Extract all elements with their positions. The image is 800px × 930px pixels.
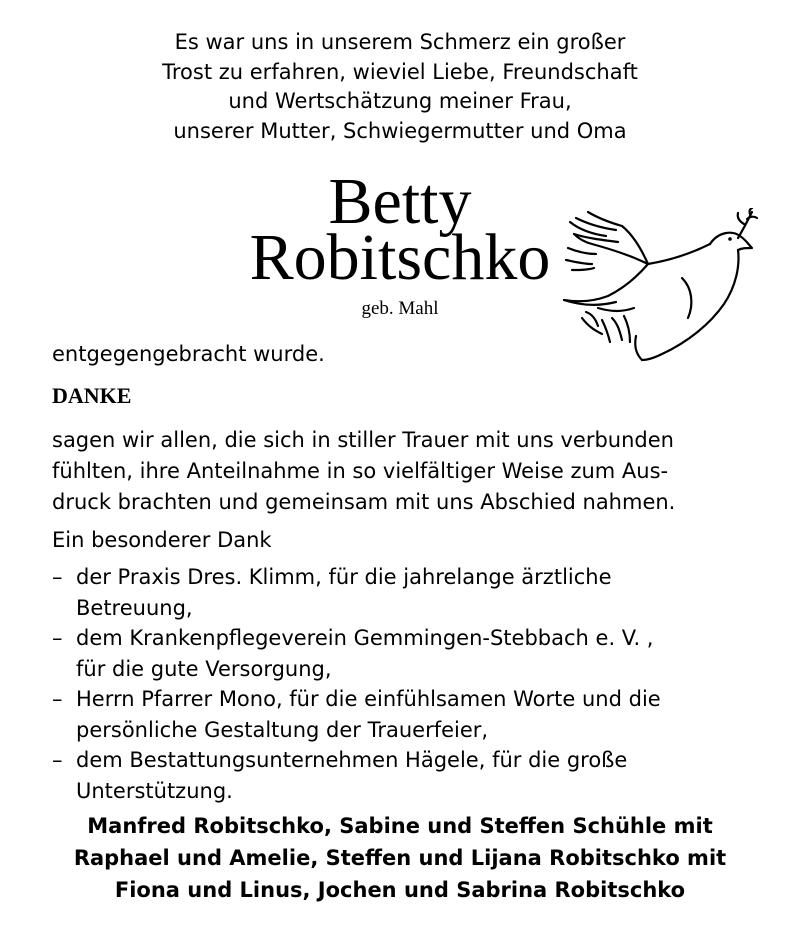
signature-line: Fiona und Linus, Jochen und Sabrina Robitschko: [114, 878, 686, 902]
continuation-text: entgegengebracht wurde.: [52, 342, 325, 366]
deceased-first-name: Betty: [328, 165, 472, 238]
dash-bullet: –: [52, 626, 63, 650]
list-item: [52, 562, 661, 623]
body-line: druck brachten und gemeinsam mit uns Abschied nahmen.: [52, 490, 676, 514]
intro-line: unserer Mutter, Schwiegermutter und Oma: [173, 118, 627, 143]
intro-line: Es war uns in unserem Schmerz ein großer: [174, 30, 626, 54]
body-line: fühlten, ihre Anteilnahme in so vielfältiger Weise zum Aus-: [52, 459, 669, 483]
list-item: [52, 623, 661, 684]
dash-bullet: –: [52, 748, 63, 772]
list-item-line: der Praxis Dres. Klimm, für die jahrelange ärztliche: [76, 565, 612, 589]
deceased-last-name: Robitschko: [249, 221, 551, 294]
birth-name: geb. Mahl: [361, 298, 439, 319]
list-item-line: Herrn Pfarrer Mono, für die einfühlsamen Worte und die: [76, 687, 661, 711]
list-item-line: dem Bestattungsunternehmen Hägele, für die große: [76, 748, 628, 772]
signature-block: [0, 810, 800, 906]
danke-heading: DANKE: [52, 383, 132, 408]
dash-bullet: –: [52, 687, 63, 711]
list-item-line: für die gute Versorgung,: [76, 656, 332, 681]
list-item-line: Betreuung,: [76, 595, 193, 620]
body-text: [52, 425, 675, 518]
list-item-line: persönliche Gestaltung der Trauerfeier,: [76, 717, 489, 742]
list-item: [52, 745, 661, 806]
special-thanks-list: [52, 562, 661, 806]
list-item: [52, 684, 661, 745]
intro-line: und Wertschätzung meiner Frau,: [228, 89, 572, 113]
dove-with-olive-branch-icon: [562, 208, 772, 364]
special-thanks-intro: Ein besonderer Dank: [52, 528, 272, 552]
signature-line: Raphael und Amelie, Steffen und Lijana Robitschko mit: [73, 846, 727, 870]
dash-bullet: –: [52, 565, 63, 589]
list-item-line: dem Krankenpflegeverein Gemmingen-Stebbach e. V. ,: [76, 626, 654, 650]
signature-line: Manfred Robitschko, Sabine und Steffen Schühle mit: [87, 814, 713, 838]
intro-line: Trost zu erfahren, wieviel Liebe, Freundschaft: [162, 59, 638, 84]
intro-text: [0, 28, 800, 146]
list-item-line: Unterstützung.: [76, 778, 233, 803]
body-line: sagen wir allen, die sich in stiller Trauer mit uns verbunden: [52, 428, 674, 452]
